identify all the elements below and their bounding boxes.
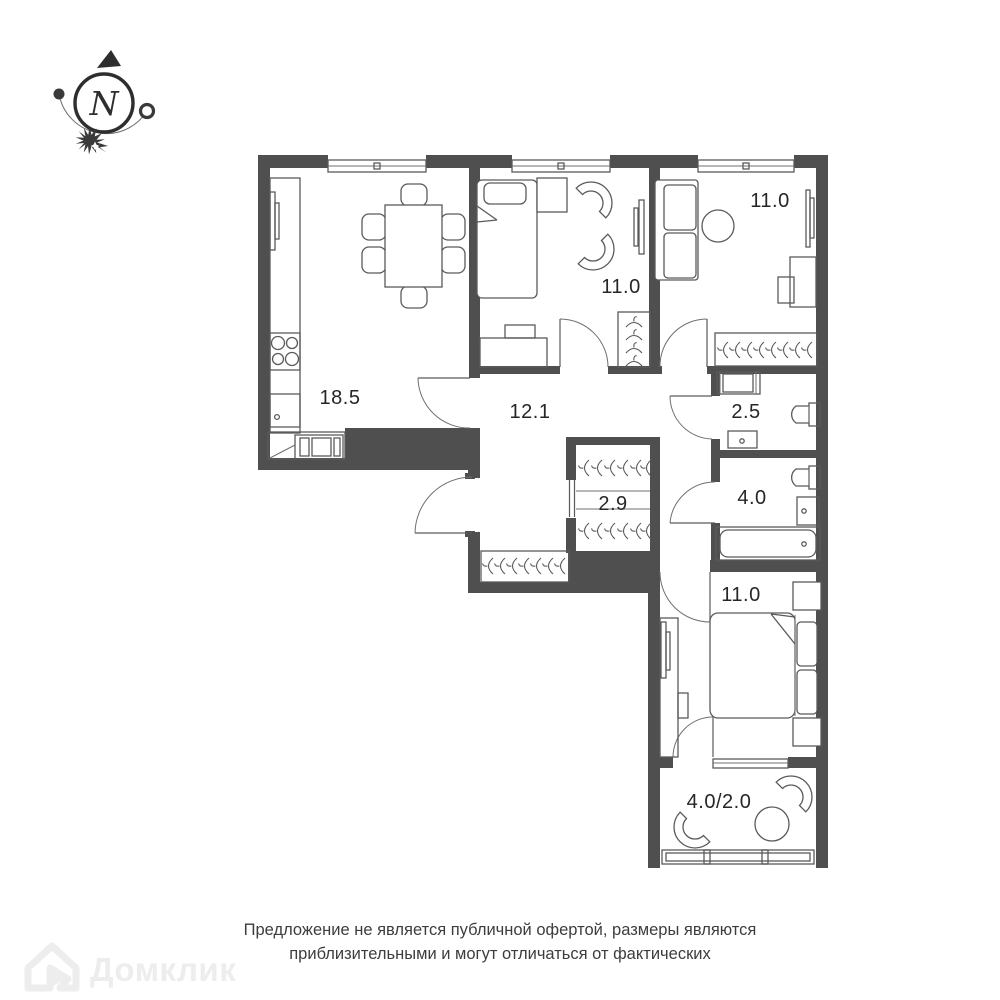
disclaimer-text bbox=[220, 919, 780, 967]
compass-dot-filled bbox=[54, 89, 65, 100]
closet-sliding-door bbox=[570, 480, 575, 517]
dresser-icon bbox=[660, 618, 678, 757]
round-table-icon bbox=[755, 807, 789, 841]
bathtub-icon bbox=[716, 527, 820, 560]
window-bedroom-top-right bbox=[698, 160, 794, 172]
domclick-house-icon bbox=[28, 946, 76, 988]
chair-icon bbox=[678, 693, 688, 718]
walls bbox=[258, 155, 828, 868]
window-bedroom-bottom-balcony bbox=[713, 759, 788, 768]
desk-icon bbox=[480, 325, 547, 367]
double-bed-icon bbox=[710, 613, 817, 718]
bedroom-top-middle-door bbox=[560, 319, 608, 367]
nightstand-icon bbox=[537, 178, 567, 212]
armchair-icon bbox=[776, 767, 821, 812]
bedroom-bottom-furniture bbox=[660, 582, 821, 757]
radiator-bedroom-bottom-icon bbox=[661, 622, 670, 678]
sofa-icon bbox=[655, 180, 698, 280]
area-label-bedroom-bottom: 11.0 bbox=[721, 584, 761, 606]
single-bed-icon bbox=[477, 180, 537, 298]
bathroom-furniture bbox=[716, 466, 820, 560]
bedroom-top-right-furniture bbox=[655, 180, 817, 366]
windows bbox=[270, 160, 814, 864]
window-kitchen bbox=[328, 160, 426, 172]
area-label-kitchen-living: 18.5 bbox=[319, 387, 361, 409]
toilet-icon bbox=[792, 466, 820, 489]
balcony-glazing bbox=[662, 850, 814, 864]
nightstand-icon bbox=[793, 718, 821, 746]
nightstand-icon bbox=[793, 582, 821, 610]
area-label-bedroom-top-middle: 11.0 bbox=[601, 276, 641, 298]
coat-rack-icon bbox=[481, 551, 569, 582]
area-label-wc: 2.5 bbox=[731, 401, 761, 423]
window-bedroom-top-middle bbox=[512, 160, 610, 172]
round-table-icon bbox=[702, 210, 734, 242]
area-label-bedroom-top-right: 11.0 bbox=[750, 190, 790, 212]
sink-icon bbox=[728, 431, 757, 448]
desk-icon bbox=[778, 257, 816, 307]
kitchen-living-furniture bbox=[268, 178, 465, 459]
bathroom-door bbox=[670, 482, 715, 523]
compass-dot-open bbox=[141, 105, 154, 118]
area-label-bathroom: 4.0 bbox=[737, 487, 767, 509]
armchair-icon bbox=[576, 173, 621, 218]
entrance-door bbox=[415, 477, 472, 533]
washing-machine-kitchen-icon bbox=[268, 432, 345, 459]
wc-door bbox=[670, 396, 712, 439]
sink-icon bbox=[797, 497, 819, 525]
wardrobe-icon bbox=[715, 333, 817, 366]
compass-icon bbox=[54, 50, 154, 155]
dining-table-icon bbox=[362, 184, 465, 308]
doors bbox=[415, 319, 715, 757]
stove-icon bbox=[272, 337, 299, 366]
compass-north-arrow-icon bbox=[97, 50, 121, 68]
disclaimer-line-2: приблизительными и могут отличаться от фактических bbox=[289, 944, 711, 963]
brand-watermark bbox=[28, 946, 236, 988]
area-label-closet: 2.9 bbox=[598, 493, 628, 515]
area-label-balcony: 4.0/2.0 bbox=[686, 791, 752, 813]
bedroom-top-right-door bbox=[660, 319, 707, 367]
radiator-bedroom-top-right-icon bbox=[806, 190, 814, 247]
compass-north-label: N bbox=[89, 84, 119, 123]
wardrobe-icon bbox=[618, 312, 650, 367]
balcony-door bbox=[673, 717, 713, 757]
area-label-hallway: 12.1 bbox=[509, 401, 551, 423]
kitchen-sink-icon bbox=[270, 394, 300, 427]
toilet-icon bbox=[792, 403, 820, 426]
washing-machine-icon bbox=[717, 372, 760, 394]
bedroom-top-middle-furniture bbox=[477, 173, 650, 367]
armchair-icon bbox=[578, 234, 623, 279]
disclaimer-line-1: Предложение не является публичной офертой, размеры являются bbox=[243, 921, 757, 939]
radiator-bedroom-top-middle-icon bbox=[634, 200, 644, 254]
domclick-brand-text: Домклик bbox=[90, 951, 237, 988]
kitchen-door bbox=[418, 378, 470, 428]
bedroom-bottom-door bbox=[660, 572, 710, 622]
radiator-kitchen-icon bbox=[270, 192, 279, 250]
